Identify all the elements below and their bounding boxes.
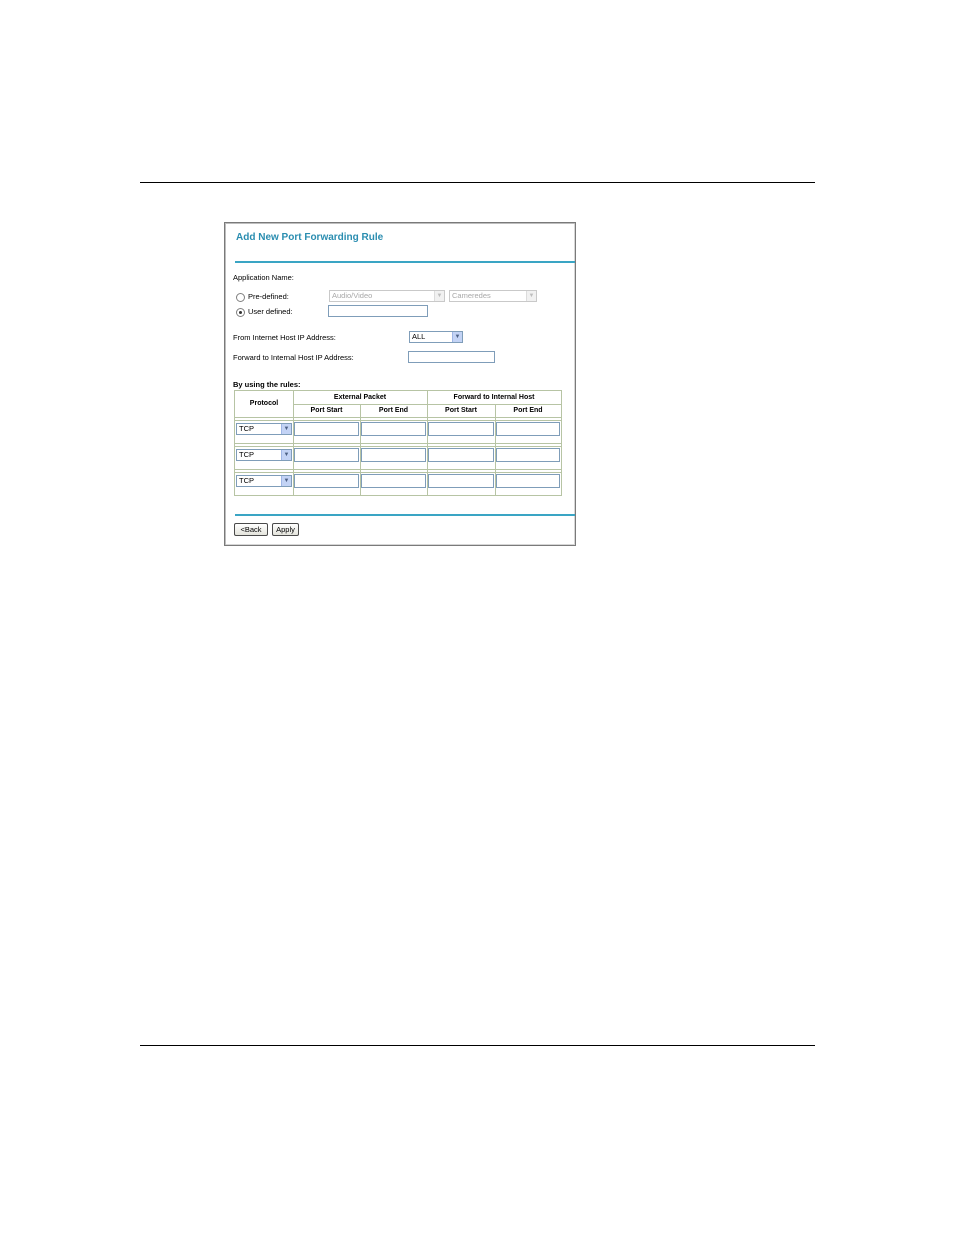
from-host-label: From Internet Host IP Address: — [233, 333, 336, 342]
back-button[interactable]: <Back — [234, 523, 268, 536]
protocol-select-2[interactable] — [236, 449, 292, 461]
rules-table — [234, 390, 562, 496]
int-port-start-input-1[interactable] — [428, 422, 494, 436]
int-port-start-input-2[interactable] — [428, 448, 494, 462]
protocol-select-3[interactable] — [236, 475, 292, 487]
protocol-value: TCP — [239, 424, 254, 433]
from-host-value: ALL — [412, 332, 426, 341]
row-divider — [235, 417, 561, 418]
chevron-down-icon: ▼ — [452, 332, 462, 342]
ext-port-start-input-1[interactable] — [294, 422, 359, 436]
panel-title: Add New Port Forwarding Rule — [236, 232, 384, 243]
row-divider — [235, 469, 561, 470]
int-port-end-header: Port End — [513, 407, 543, 414]
predefined-radio[interactable] — [236, 293, 245, 302]
ext-port-start-header: Port Start — [310, 407, 343, 414]
int-port-start-input-3[interactable] — [428, 474, 494, 488]
predefined-application-select[interactable] — [449, 290, 537, 302]
application-name-label: Application Name: — [233, 273, 294, 282]
protocol-header: Protocol — [249, 400, 279, 407]
ext-port-end-input-1[interactable] — [361, 422, 426, 436]
row-divider — [235, 420, 561, 421]
int-port-end-input-2[interactable] — [496, 448, 560, 462]
port-forwarding-panel — [224, 222, 576, 546]
forward-host-input[interactable] — [408, 351, 495, 363]
userdefined-radio[interactable] — [236, 308, 245, 317]
chevron-down-icon: ▼ — [281, 476, 291, 486]
row-divider — [293, 404, 561, 405]
ext-port-start-input-2[interactable] — [294, 448, 359, 462]
int-port-end-input-1[interactable] — [496, 422, 560, 436]
protocol-value: TCP — [239, 476, 254, 485]
row-divider — [235, 446, 561, 447]
external-packet-header: External Packet — [333, 394, 387, 401]
userdefined-name-input[interactable] — [328, 305, 428, 317]
chevron-down-icon: ▼ — [434, 291, 444, 301]
ext-port-end-header: Port End — [378, 407, 409, 414]
row-divider — [235, 443, 561, 444]
userdefined-label: User defined: — [248, 307, 293, 316]
rules-label: By using the rules: — [233, 380, 301, 389]
ext-port-start-input-3[interactable] — [294, 474, 359, 488]
predefined-application-value: Cameredes — [452, 291, 491, 300]
protocol-select-1[interactable] — [236, 423, 292, 435]
int-port-end-input-3[interactable] — [496, 474, 560, 488]
title-divider — [235, 261, 575, 263]
apply-button[interactable]: Apply — [272, 523, 299, 536]
forward-host-label: Forward to Internal Host IP Address: — [233, 353, 354, 362]
chevron-down-icon: ▼ — [281, 450, 291, 460]
chevron-down-icon: ▼ — [526, 291, 536, 301]
row-divider — [235, 472, 561, 473]
predefined-label: Pre-defined: — [248, 292, 289, 301]
predefined-category-select[interactable] — [329, 290, 445, 302]
page-header-rule — [140, 182, 815, 183]
from-host-select[interactable] — [409, 331, 463, 343]
int-port-start-header: Port Start — [445, 407, 477, 414]
predefined-category-value: Audio/Video — [332, 291, 373, 300]
ext-port-end-input-2[interactable] — [361, 448, 426, 462]
page-footer-rule — [140, 1045, 815, 1046]
ext-port-end-input-3[interactable] — [361, 474, 426, 488]
protocol-value: TCP — [239, 450, 254, 459]
internal-host-header: Forward to Internal Host — [453, 394, 535, 401]
footer-divider — [235, 514, 575, 516]
chevron-down-icon: ▼ — [281, 424, 291, 434]
